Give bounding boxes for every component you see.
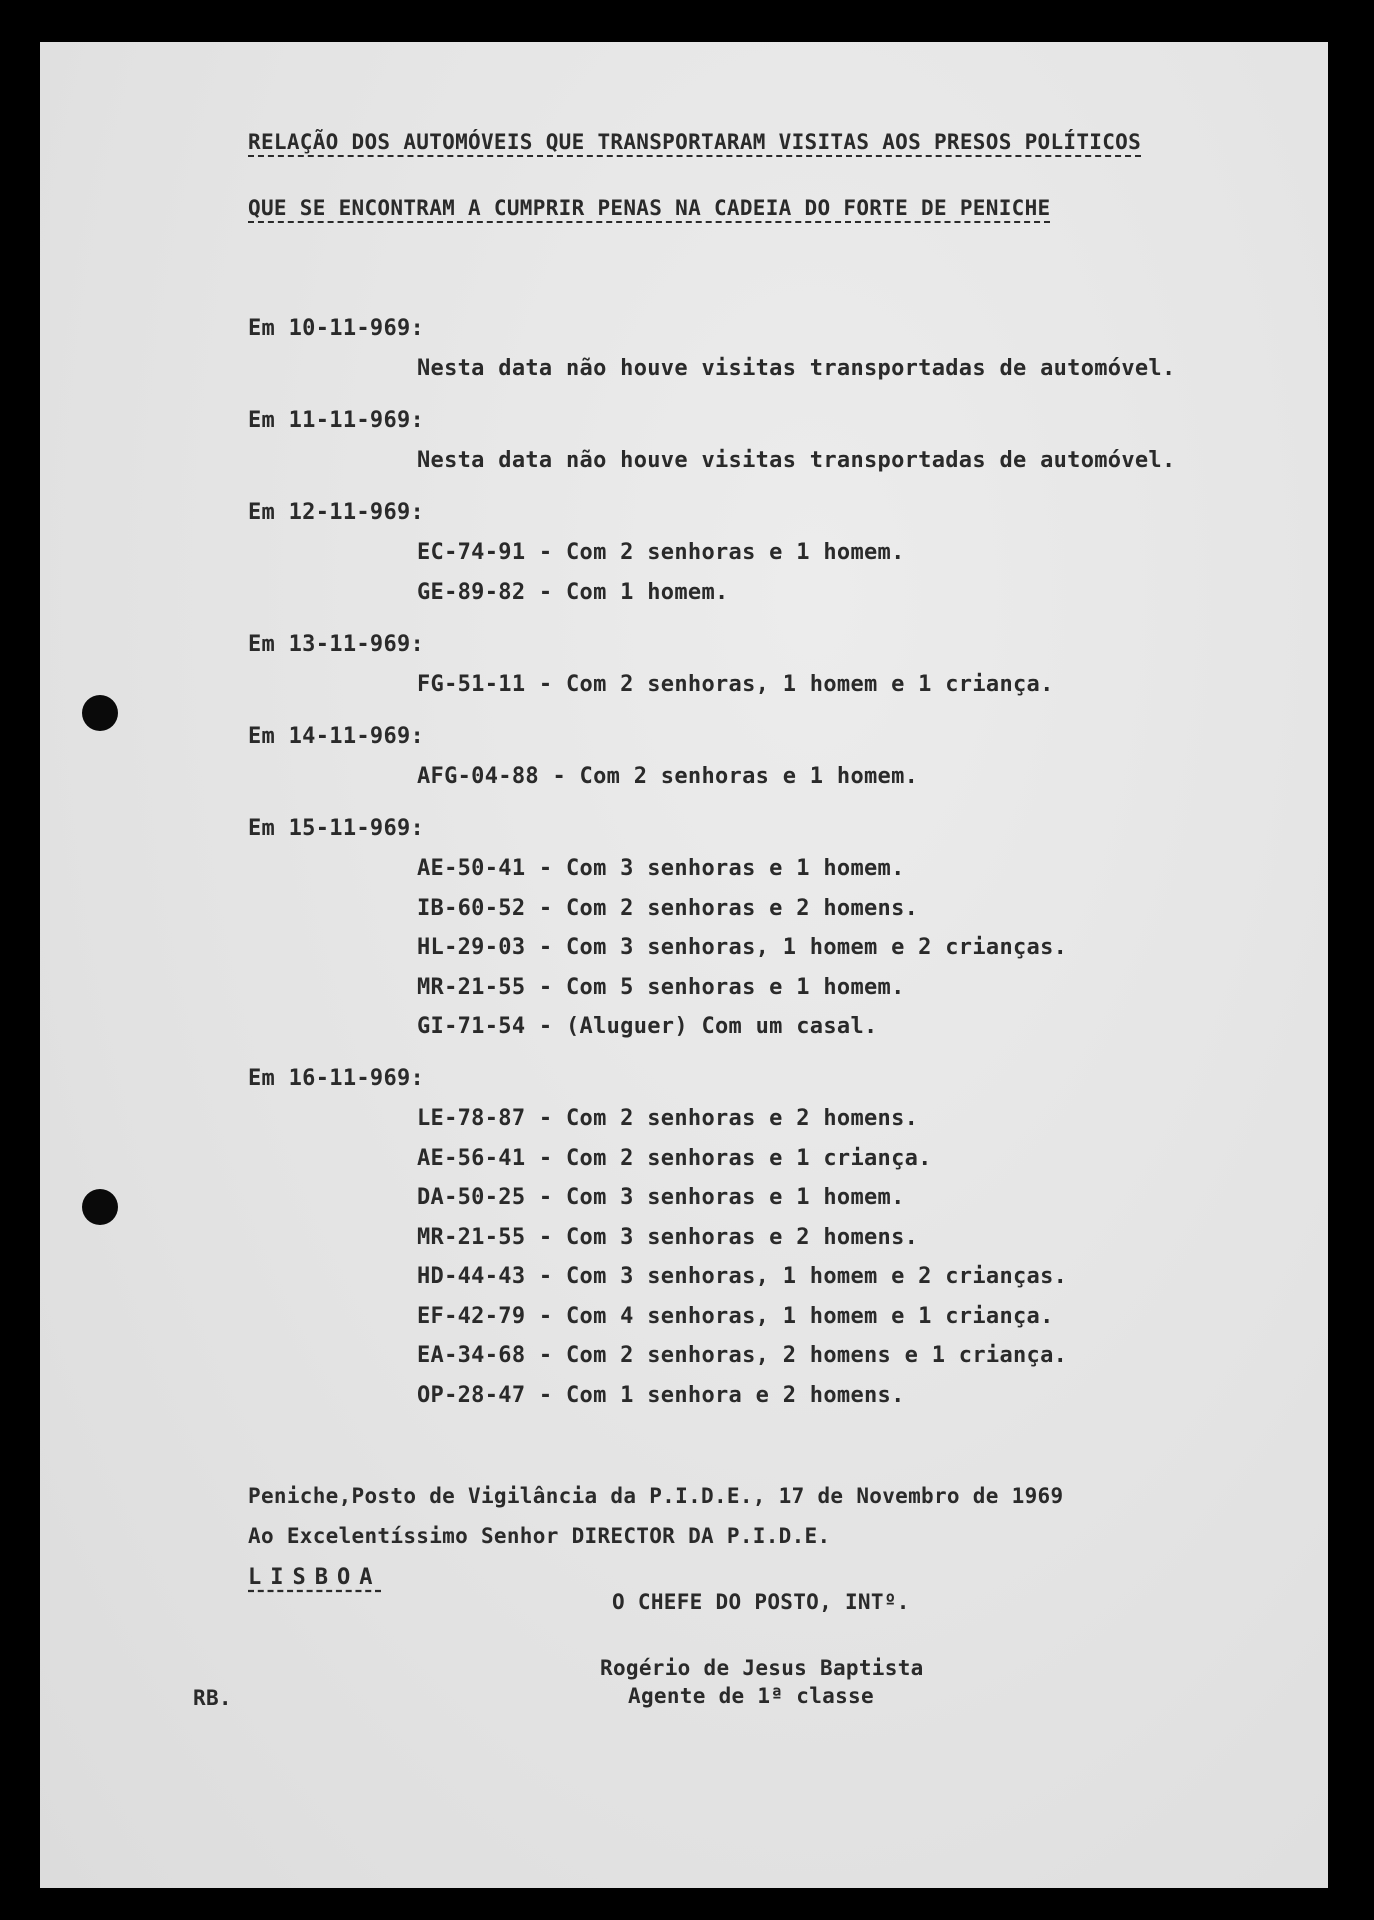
entry-line: GI-71-54 - (Aluguer) Com um casal. — [417, 1014, 878, 1039]
date-heading: Em 10-11-969: — [248, 316, 425, 341]
date-heading: Em 12-11-969: — [248, 500, 425, 525]
entry-line: GE-89-82 - Com 1 homem. — [417, 580, 729, 605]
entry-line: EA-34-68 - Com 2 senhoras, 2 homens e 1 criança. — [417, 1343, 1068, 1368]
entry-line: IB-60-52 - Com 2 senhoras e 2 homens. — [417, 896, 919, 921]
date-heading: Em 16-11-969: — [248, 1066, 425, 1091]
signatory-rank: Agente de 1ª classe — [628, 1684, 874, 1708]
entry-line: AFG-04-88 - Com 2 senhoras e 1 homem. — [417, 764, 919, 789]
place-and-date: Peniche,Posto de Vigilância da P.I.D.E., 17 de Novembro de 1969 — [248, 1484, 1064, 1508]
addressee: Ao Excelentíssimo Senhor DIRECTOR DA P.I.D.E. — [248, 1524, 831, 1548]
title-line-2: QUE SE ENCONTRAM A CUMPRIR PENAS NA CADEIA DO FORTE DE PENICHE — [248, 196, 1051, 220]
date-heading: Em 11-11-969: — [248, 408, 425, 433]
punch-hole — [82, 1189, 118, 1225]
date-heading: Em 14-11-969: — [248, 724, 425, 749]
entry-line: MR-21-55 - Com 3 senhoras e 2 homens. — [417, 1225, 919, 1250]
date-heading: Em 13-11-969: — [248, 632, 425, 657]
date-heading: Em 15-11-969: — [248, 816, 425, 841]
entry-line: HL-29-03 - Com 3 senhoras, 1 homem e 2 crianças. — [417, 935, 1068, 960]
typist-initials: RB. — [193, 1686, 232, 1710]
entry-line: EC-74-91 - Com 2 senhoras e 1 homem. — [417, 540, 905, 565]
entry-line: DA-50-25 - Com 3 senhoras e 1 homem. — [417, 1185, 905, 1210]
entry-line: OP-28-47 - Com 1 senhora e 2 homens. — [417, 1383, 905, 1408]
title-line-1: RELAÇÃO DOS AUTOMÓVEIS QUE TRANSPORTARAM VISITAS AOS PRESOS POLÍTICOS — [248, 130, 1142, 154]
entry-line: HD-44-43 - Com 3 senhoras, 1 homem e 2 crianças. — [417, 1264, 1068, 1289]
entry-line: Nesta data não houve visitas transportadas de automóvel. — [417, 448, 1176, 473]
entry-line: FG-51-11 - Com 2 senhoras, 1 homem e 1 criança. — [417, 672, 1054, 697]
entry-line: LE-78-87 - Com 2 senhoras e 2 homens. — [417, 1106, 919, 1131]
entry-line: Nesta data não houve visitas transportadas de automóvel. — [417, 356, 1176, 381]
entry-line: AE-56-41 - Com 2 senhoras e 1 criança. — [417, 1146, 932, 1171]
entry-line: EF-42-79 - Com 4 senhoras, 1 homem e 1 criança. — [417, 1304, 1054, 1329]
signatory-name: Rogério de Jesus Baptista — [600, 1656, 924, 1680]
entry-line: AE-50-41 - Com 3 senhoras e 1 homem. — [417, 856, 905, 881]
entry-line: MR-21-55 - Com 5 senhoras e 1 homem. — [417, 975, 905, 1000]
city: LISBOA — [248, 1565, 382, 1590]
chief-title: O CHEFE DO POSTO, INTº. — [612, 1590, 910, 1614]
punch-hole — [82, 695, 118, 731]
